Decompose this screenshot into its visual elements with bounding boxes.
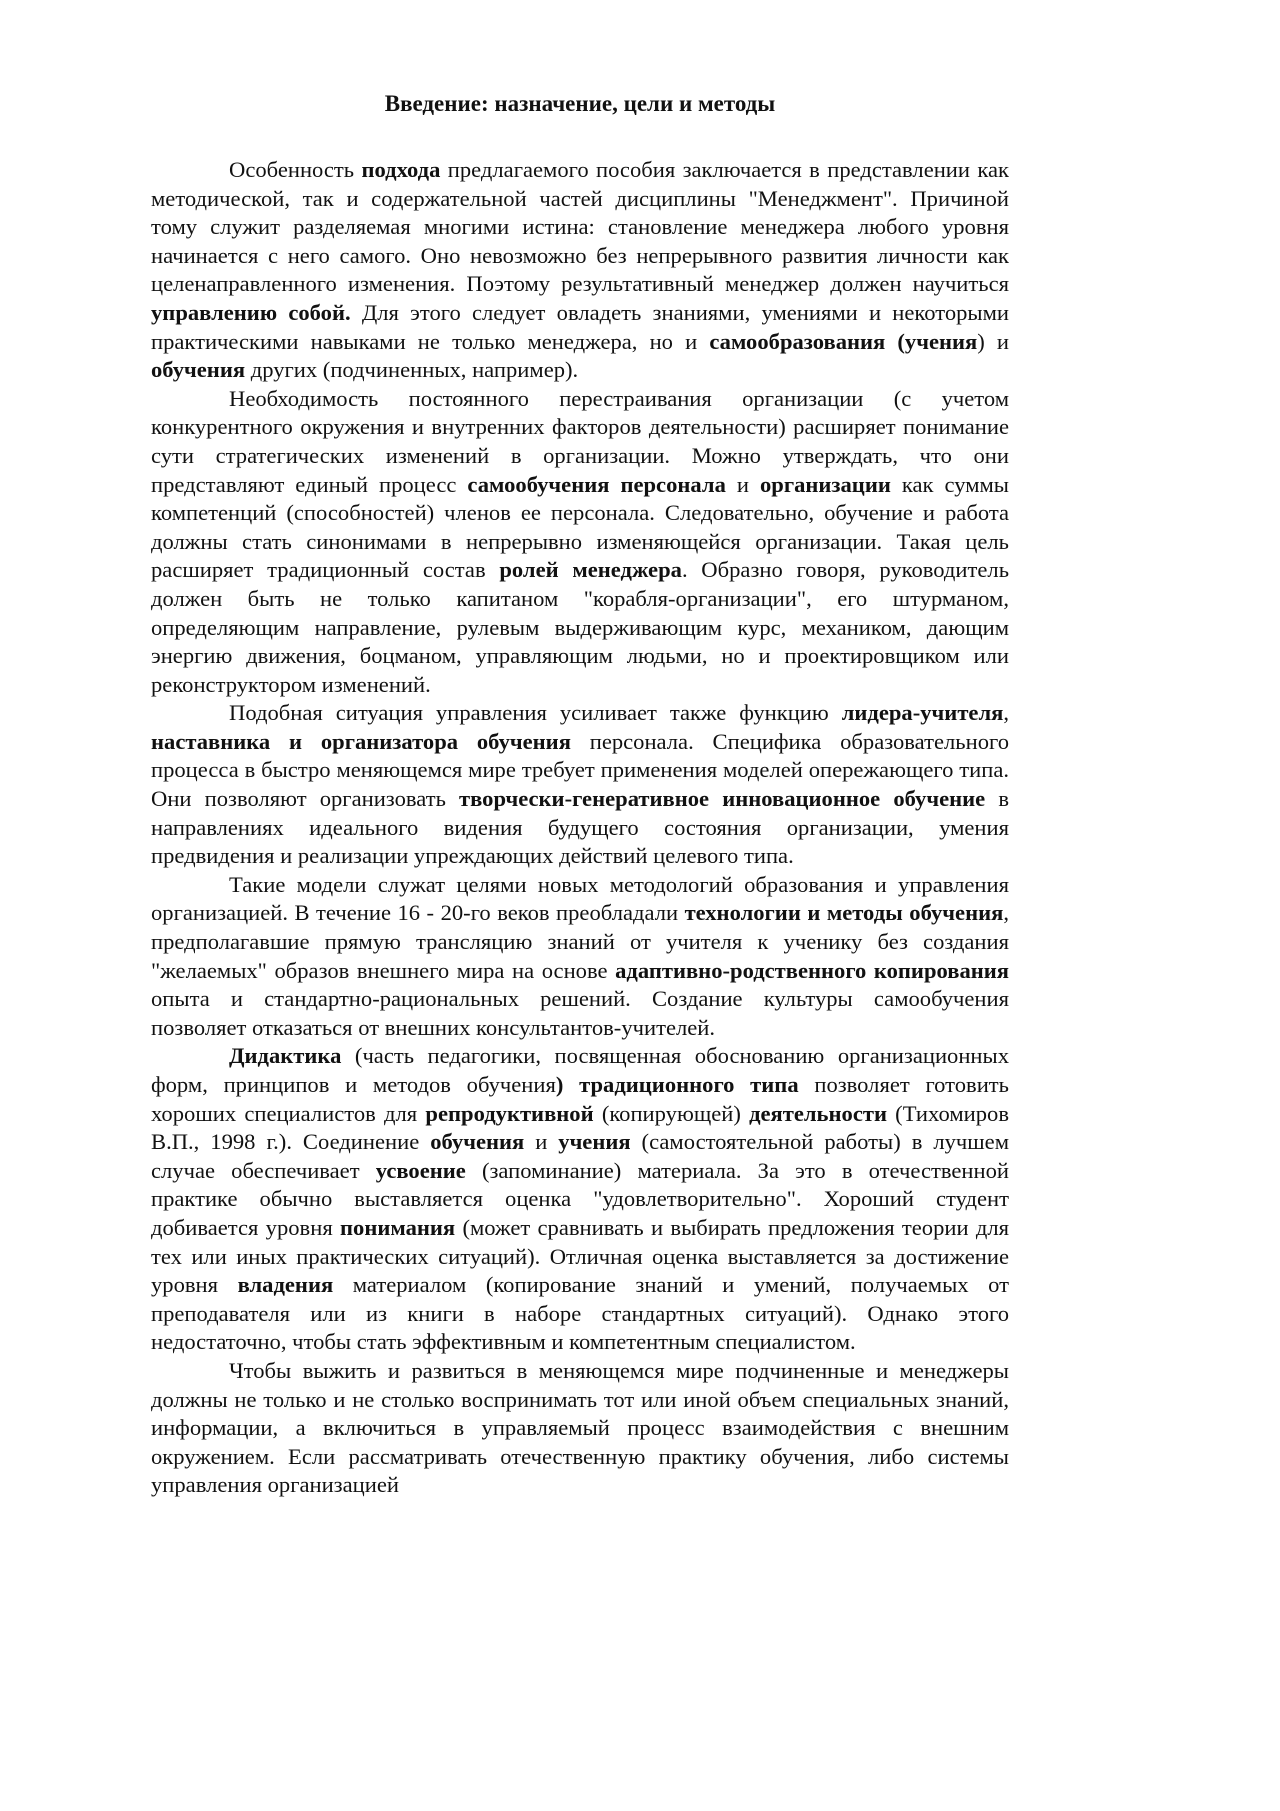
text-run: Особенность (229, 157, 362, 182)
bold-term: ) традиционного типа (555, 1072, 799, 1097)
bold-term: наставника и организатора обучения (151, 728, 571, 754)
bold-term: подхода (361, 157, 441, 182)
bold-term: управлению собой. (151, 299, 351, 325)
bold-term: адаптивно-родственного копирования (615, 957, 1010, 983)
text-run: (запоминание) материала. За это в отечественной практике обычно выставляется оценка "удовлетворительно". Хороший студент добивается уровня (151, 1157, 1009, 1240)
bold-term: обучения (430, 1129, 525, 1155)
bold-term: усвоение (375, 1157, 466, 1183)
bold-term: обучения (151, 357, 246, 383)
text-run: Подобная ситуация управления усиливает также функцию (229, 700, 842, 726)
text-run: предлагаемого пособия заключается в представлении как методической, так и содержательной частей дисциплины "Менеджмент". Причиной тому служит разделяемая многими истина: становление менеджера любого уровня начинается с него самого. Оно невозможно без непрерывного развития личности как целенаправленного изменения. Поэтому результативный менеджер должен научиться (151, 157, 1010, 297)
text-run: ) и (977, 328, 1010, 354)
text-run: других (подчиненных, например). (245, 357, 579, 383)
text-run: персонала. Специфика образовательного процесса в быстро меняющемся мире требует применения моделей опережающего типа. Они позволяют организовать (151, 728, 1009, 812)
bold-term: лидера-учителя (841, 700, 1004, 726)
bold-term: самообучения персонала (467, 471, 726, 497)
text-run: опыта и стандартно-рациональных решений. Создание культуры самообучения позволяет отказаться от внешних консультантов-учителей. (151, 986, 1009, 1040)
text-run: (копирующей) (593, 1100, 750, 1126)
text-run: , (1003, 700, 1009, 726)
document-body (151, 156, 1009, 1500)
text-run: (Тихомиров В.П., 1998 г.). Соединение (151, 1100, 1009, 1155)
text-run: материалом (копирование знаний и умений, получаемых от преподавателя или из книги в наборе стандартных ситуаций). Однако этого недостаточно, чтобы стать эффективным и компетентным специалистом. (151, 1272, 1009, 1355)
paragraph (151, 871, 1009, 1043)
text-run: Для этого следует овладеть знаниями, умениями и некоторыми практическими навыками не только менеджера, но и (151, 299, 1009, 354)
bold-term: творчески-генеративное инновационное обучение (459, 786, 986, 812)
text-run: Необходимость постоянного перестраивания организации (с учетом конкурентного окружения и внутренних факторов деятельности) расширяет понимание сути стратегических изменений в организации. Можно утверждать, что они представляют единый процесс (151, 385, 1009, 497)
text-run: как суммы компетенций (способностей) членов ее персонала. Следовательно, обучение и работа должны стать синонимами в непрерывно изменяющейся организации. Такая цель расширяет традиционный состав (151, 471, 1009, 583)
text-run: и (524, 1129, 559, 1155)
bold-term: понимания (340, 1214, 456, 1240)
paragraph (151, 1357, 1009, 1500)
bold-term: технологии и методы обучения (684, 900, 1004, 926)
text-run: Чтобы выжить и развиться в меняющемся мире подчиненные и менеджеры должны не только и не столько воспринимать тот или иной объем специальных знаний, информации, а включиться в управляемый процесс взаимодействия с внешним окружением. Если рассматривать отечественную практику обучения, либо системы управления организацией (151, 1357, 1009, 1498)
paragraph (151, 1042, 1009, 1357)
bold-term: владения (237, 1272, 334, 1298)
text-run: , предполагавшие прямую трансляцию знаний от учителя к ученику без создания "желаемых" образов внешнего мира на основе (151, 900, 1009, 983)
text-run: в направлениях идеального видения будущего состояния организации, умения предвидения и реализации упреждающих действий целевого типа. (151, 786, 1009, 869)
bold-term: самообразования (учения (709, 328, 978, 354)
text-run: позволяет готовить хороших специалистов для (151, 1072, 1009, 1126)
text-run: . Образно говоря, руководитель должен быть не только капитаном "корабля-организации", его штурманом, определяющим направление, рулевым выдерживающим курс, механиком, дающим энергию движения, боцманом, управляющим людьми, но и проектировщиком или реконструктором изменений. (151, 557, 1009, 697)
bold-term: учения (558, 1129, 631, 1155)
text-run: Такие модели служат целями новых методологий образования и управления организацией. В течение 16 - 20-го веков преобладали (151, 871, 1009, 926)
paragraph (151, 699, 1009, 871)
text-run: и (725, 471, 760, 497)
bold-term: ролей менеджера (499, 557, 682, 583)
bold-term: Дидактика (229, 1043, 342, 1069)
bold-term: организации (759, 471, 891, 497)
page-title: Введение: назначение, цели и методы (384, 91, 776, 116)
text-run: (самостоятельной работы) в лучшем случае обеспечивает (151, 1129, 1009, 1183)
paragraph (151, 385, 1009, 700)
text-run: (часть педагогики, посвященная обоснованию организационных форм, принципов и методов обучения (151, 1043, 1009, 1097)
bold-term: деятельности (749, 1100, 887, 1126)
text-run: (может сравнивать и выбирать предложения теории для тех или иных практических ситуаций). Отличная оценка выставляется за достижение уровня (151, 1214, 1010, 1298)
paragraph (151, 156, 1009, 385)
bold-term: репродуктивной (425, 1100, 594, 1126)
